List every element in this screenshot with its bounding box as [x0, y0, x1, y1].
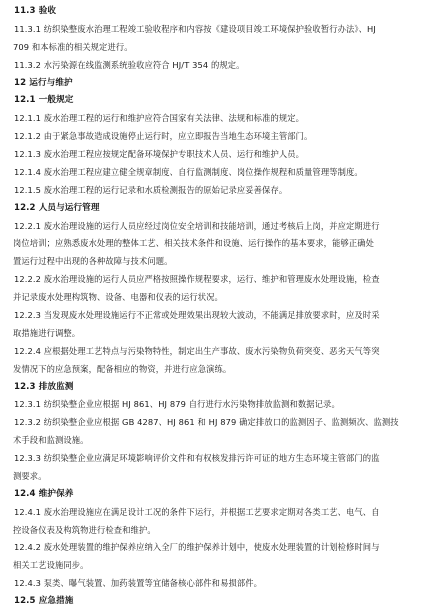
clause-text: 12.3.1 纺织染整企业应根据 HJ 861、HJ 879 自行进行水污染物排放监测和数据记录。: [14, 399, 340, 410]
paragraph-continuation: 岗位培训；应熟悉废水处理的整体工艺、相关技术条件和设施、运行操作的基本要求，能够正确处: [13, 238, 375, 249]
clause-text: 12.3.3 纺织染整企业应满足环境影响评价文件和有权核发排污许可证的地方生态环境主管部门的监: [14, 453, 380, 463]
clause-text: 12.1.1 废水治理工程的运行和维护应符合国家有关法律、法规和标准的规定。: [14, 113, 305, 124]
section-heading: 11.3 验收: [14, 6, 57, 16]
section-heading: 12.4 维护保养: [14, 488, 74, 499]
clause-text: 12.1.2 由于紧急事故造成设施停止运行时，应立即报告当地生态环境主管部门。: [14, 131, 313, 142]
paragraph-continuation: 取措施进行调整。: [13, 327, 81, 338]
paragraph-continuation: 置运行过程中出现的各种故障与技术问题。: [13, 256, 173, 267]
paragraph-continuation: 709 和本标准的相关规定进行。: [13, 41, 133, 52]
clause-text: 12.1.5 废水治理工程的运行记录和水质检测报告的原始记录应妥善保存。: [14, 184, 288, 195]
clause-text: 11.3.2 水污染源在线监测系统验收应符合 HJ/T 354 的规定。: [14, 59, 245, 70]
paragraph-continuation: 发情况下的应急预案，配备相应的物资，并进行应急演练。: [13, 363, 232, 374]
section-heading: 12 运行与维护: [14, 77, 73, 88]
section-heading: 12.5 应急措施: [14, 596, 74, 606]
clause-text: 11.3.1 纺织染整废水治理工程竣工验收程序和内容按《建设项目竣工环境保护验收暂行办法》、HJ: [14, 23, 376, 34]
clause-text: 12.3.2 纺织染整企业应根据 GB 4287、HJ 861 和 HJ 879 确定排放口的监测因子、监测频次、监测技: [14, 417, 399, 428]
paragraph-continuation: 测要求。: [13, 470, 47, 481]
section-heading: 12.1 一般规定: [14, 95, 74, 106]
paragraph-continuation: 并记录废水处理构筑物、设备、电器和仪表的运行状况。: [13, 292, 223, 303]
paragraph-continuation: 控设备仪表及构筑物进行检查和维护。: [13, 524, 156, 535]
section-heading: 12.2 人员与运行管理: [14, 202, 100, 213]
section-heading: 12.3 排放监测: [14, 381, 74, 392]
clause-text: 12.4.3 泵类、曝气装置、加药装置等宜储备核心部件和易损部件。: [14, 578, 263, 589]
clause-text: 12.1.3 废水治理工程应按规定配备环境保护专职技术人员、运行和维护人员。: [14, 149, 305, 159]
paragraph-continuation: 相关工艺设施同步。: [13, 560, 89, 571]
clause-text: 12.2.4 应根据处理工艺特点与污染物特性，制定出生产事故、废水污染物负荷突变、恶劣天气等突: [14, 345, 380, 356]
paragraph-continuation: 术手段和监测设施。: [13, 435, 89, 446]
clause-text: 12.4.1 废水治理设施应在满足设计工况的条件下运行，并根据工艺要求定期对各类工艺、电气、自: [14, 506, 380, 517]
clause-text: 12.2.3 当发现废水处理设施运行不正常或处理效果出现较大波动，不能满足排放要求时，应及时采: [14, 309, 380, 320]
clause-text: 12.2.2 废水治理设施的运行人员应严格按照操作规程要求，运行、维护和管理废水处理设施，检查: [14, 274, 380, 285]
clause-text: 12.2.1 废水治理设施的运行人员应经过岗位安全培训和技能培训，通过考核后上岗，并应定期进行: [14, 220, 380, 231]
clause-text: 12.1.4 废水治理工程应建立健全规章制度、自行监测制度、岗位操作规程和质量管理等制度。: [14, 166, 363, 177]
clause-text: 12.4.2 废水处理装置的维护保养应纳入全厂的维护保养计划中，使废水处理装置的计划检修时间与: [14, 542, 380, 553]
